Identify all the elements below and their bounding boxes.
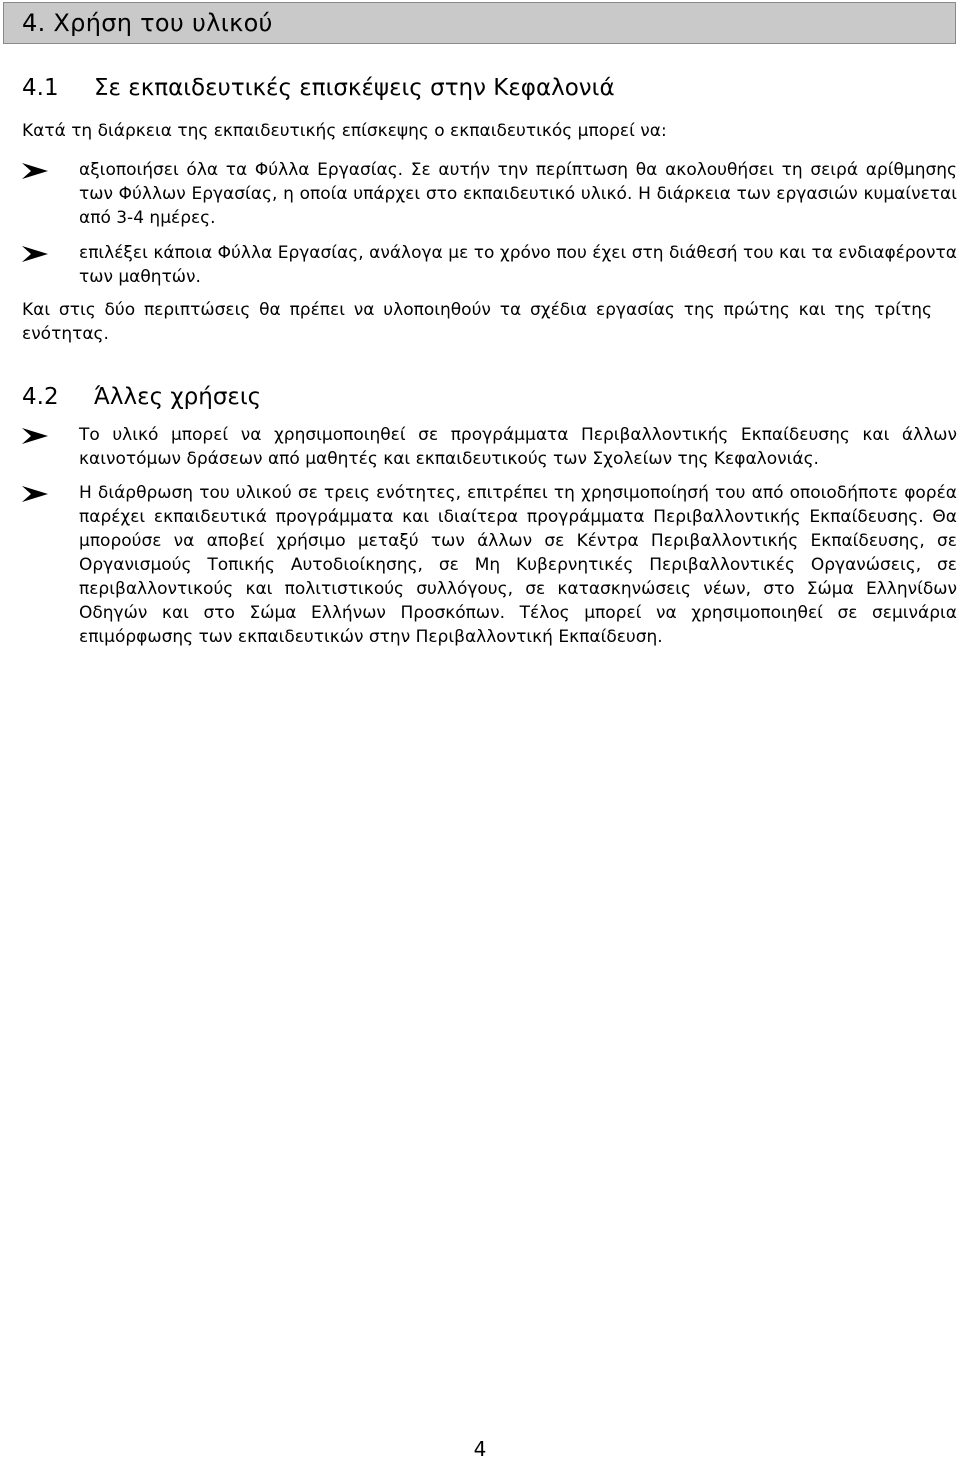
list-item-text: Το υλικό μπορεί να χρησιμοποιηθεί σε προγράμματα Περιβαλλοντικής Εκπαίδευσης και άλλων καινοτόμων δράσεων από μαθητές και εκπαιδευτικούς των Σχολείων της Κεφαλονιάς. <box>79 425 957 469</box>
arrow-bullet-icon <box>22 486 48 502</box>
arrow-bullet-icon <box>22 246 48 262</box>
section-number: 4.1 <box>22 75 59 101</box>
list-item <box>22 481 960 649</box>
section-number: 4.2 <box>22 384 59 410</box>
section-title: Σε εκπαιδευτικές επισκέψεις στην Κεφαλονιά <box>94 75 615 101</box>
arrow-bullet-icon <box>22 428 48 444</box>
list-item-text: επιλέξει κάποια Φύλλα Εργασίας, ανάλογα με το χρόνο που έχει στη διάθεσή του και τα ενδιαφέροντα των μαθητών. <box>79 243 957 287</box>
page-number: 4 <box>473 1437 487 1461</box>
list-item-text: Η διάρθρωση του υλικού σε τρεις ενότητες, επιτρέπει τη χρησιμοποίησή του από οποιοδήποτε φορέα παρέχει εκπαιδευτικά προγράμματα και ιδιαίτερα προγράμματα Περιβαλλοντικής Εκπαίδευσης. Θα μπορούσε να αποβεί χρήσιμο μεταξύ των άλλων σε Κέντρα Περιβαλλοντικής Εκπαίδευσης, σε Οργανισμούς Τοπικής Αυτοδιοίκησης, σε Μη Κυβερνητικές Περιβαλλοντικές Οργανώσεις, σε περιβαλλοντικούς και πολιτιστικούς συλλόγους, σε κατασκηνώσεις νέων, στο Σώμα Ελληνίδων Οδηγών και στο Σώμα Ελλήνων Προσκόπων. Τέλος μπορεί να χρησιμοποιηθεί σε σεμινάρια επιμόρφωσης των εκπαιδευτικών στην Περιβαλλοντική Εκπαίδευση. <box>79 483 957 647</box>
section-intro: Κατά τη διάρκεια της εκπαιδευτικής επίσκεψης ο εκπαιδευτικός μπορεί να: <box>22 121 667 141</box>
section-closing: Και στις δύο περιπτώσεις θα πρέπει να υλοποιηθούν τα σχέδια εργασίας της πρώτης και της τρίτης ενότητας. <box>22 300 932 344</box>
list-item <box>22 423 960 471</box>
list-item <box>22 158 960 230</box>
arrow-bullet-icon <box>22 163 48 179</box>
section-heading-4-1 <box>22 74 615 102</box>
list-item-text: αξιοποιήσει όλα τα Φύλλα Εργασίας. Σε αυτήν την περίπτωση θα ακολουθήσει τη σειρά αρίθμησης των Φύλλων Εργασίας, η οποία υπάρχει στο εκπαιδευτικό υλικό. Η διάρκεια των εργασιών κυμαίνεται από 3-4 ημέρες. <box>79 160 957 228</box>
chapter-title: 4. Χρήση του υλικού <box>22 9 273 37</box>
section-title: Άλλες χρήσεις <box>94 384 262 410</box>
section-heading-4-2 <box>22 383 261 411</box>
list-item <box>22 241 960 289</box>
